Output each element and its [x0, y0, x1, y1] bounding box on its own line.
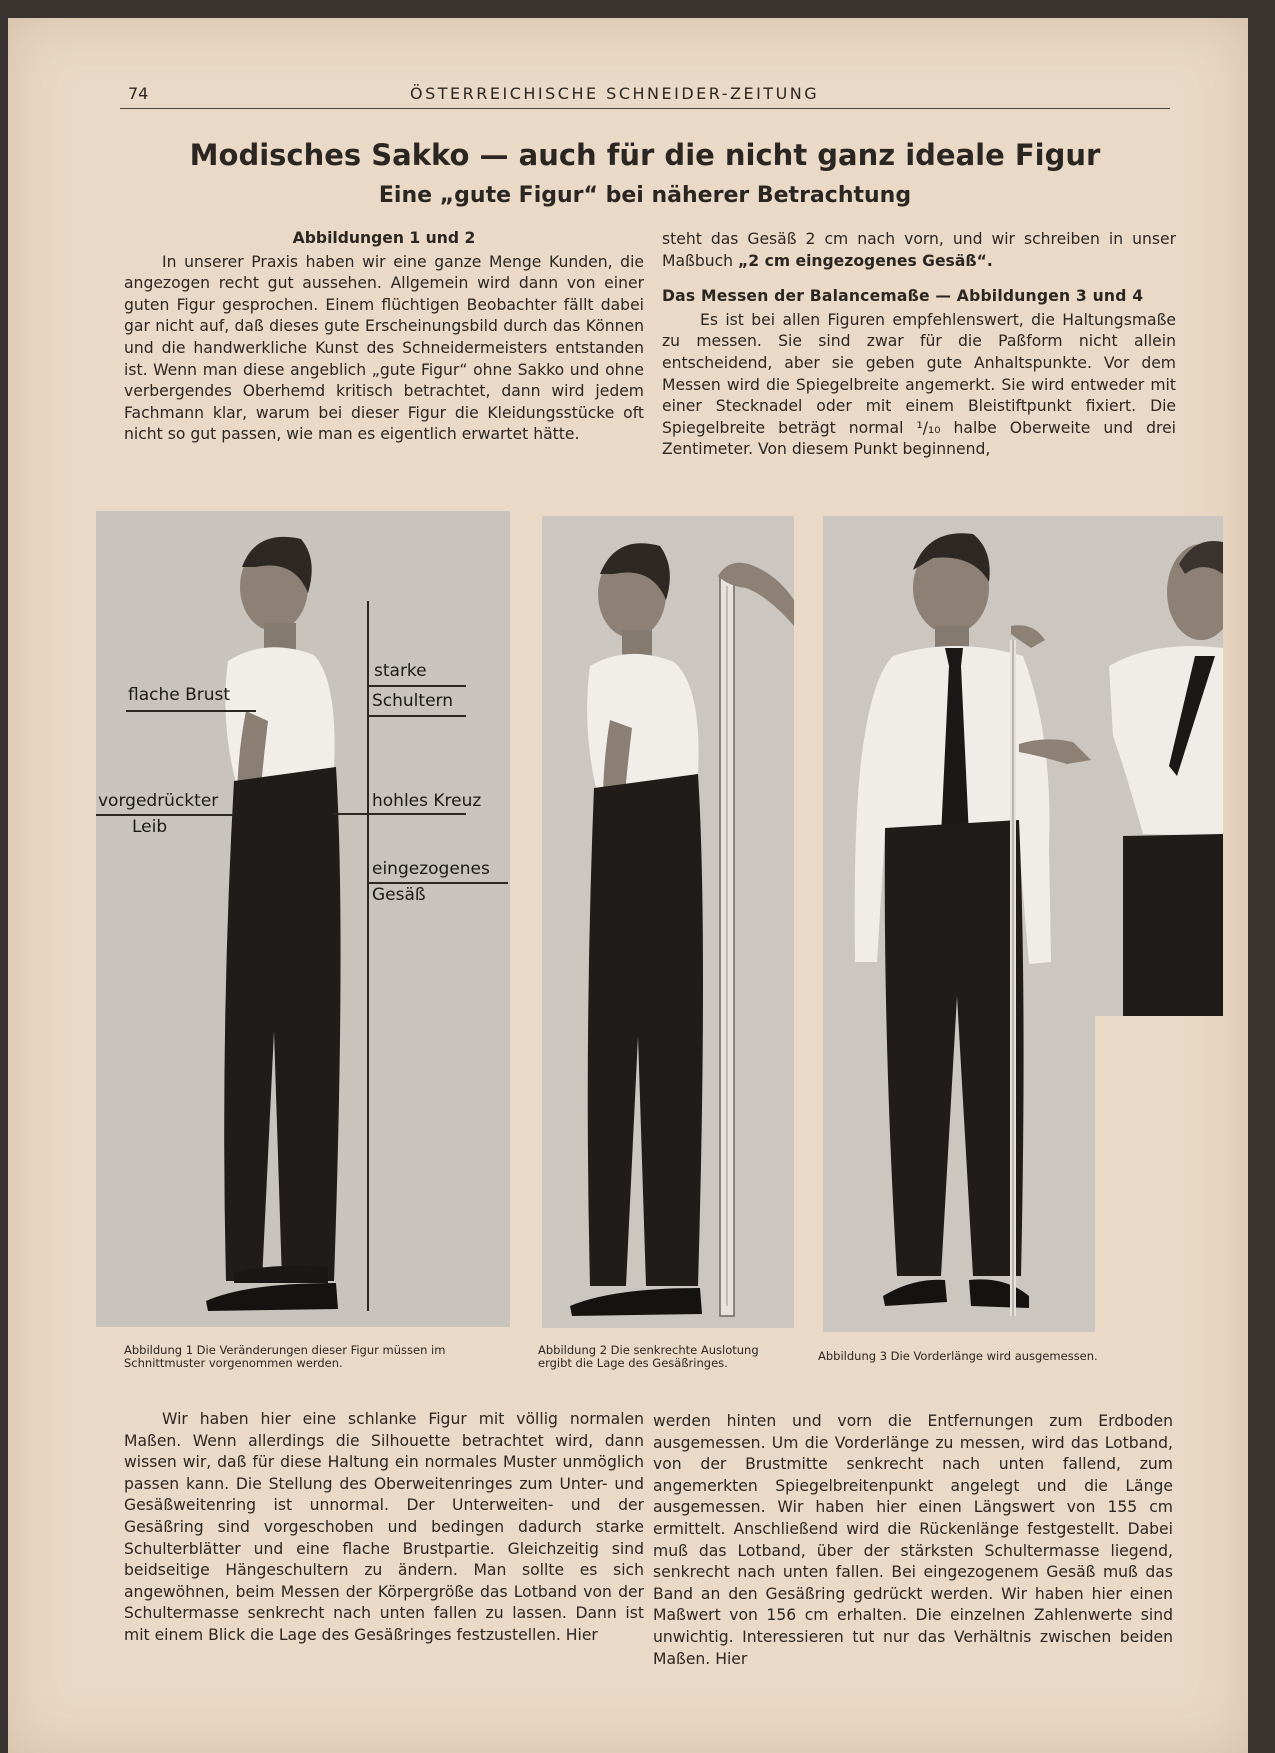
bottom-left-paragraph: Wir haben hier eine schlanke Figur mit völlig normalen Maßen. Wenn allerdings die Silhouette betrachtet wird, dann wissen wir, daß für diese Haltung ein normales Muster unmöglich passen kann. Die Stellung des Oberweitenringes zum Unter- und Gesäßweitenring ist unnormal. Der Unterweiten- und der Gesäßring sind vorgeschoben und bedingen dadurch starke Schulterblätter und eine flache Brustpartie. Gleichzeitig sind beidseitige Hängeschultern zu ändern. Man sollte es sich angewöhnen, beim Messen der Körpergröße das Lotband von der Schultermasse senkrecht nach unten fallen zu lassen. Dann ist mit einem Blick die Lage des Gesäßringes festzustellen. Hier — [124, 1410, 644, 1644]
label-schultern: Schultern — [372, 691, 453, 711]
figure-1-photo — [96, 511, 510, 1327]
mass-note: „2 cm eingezogenes Gesäß“. — [738, 251, 993, 270]
article-title: Modisches Sakko — auch für die nicht ganz ideale Figur — [189, 138, 1101, 172]
journal-title: ÖSTERREICHISCHE SCHNEIDER-ZEITUNG — [410, 84, 820, 103]
figure-3-illustration — [823, 516, 1223, 1332]
figure-1-caption: Abbildung 1 Die Veränderungen dieser Figur müssen im Schnittmuster vorgenommen werden. — [124, 1343, 446, 1370]
figure-2-caption: Abbildung 2 Die senkrechte Auslotung ergibt die Lage des Gesäßringes. — [538, 1343, 759, 1370]
page-number: 74 — [128, 84, 149, 103]
label-gesaess: Gesäß — [372, 885, 426, 905]
label-vorgedrueckter: vorgedrückter — [98, 791, 219, 811]
section-1-column — [124, 228, 644, 446]
label-hohles-kreuz: hohles Kreuz — [372, 791, 482, 811]
label-leib: Leib — [132, 817, 168, 837]
magazine-page — [8, 18, 1248, 1753]
running-head — [120, 84, 1170, 109]
article-subtitle: Eine „gute Figur“ bei näherer Betrachtung — [378, 183, 912, 208]
figure-2-photo — [542, 516, 794, 1328]
label-starke: starke — [374, 661, 427, 681]
label-flache-brust: flache Brust — [128, 685, 231, 705]
section-1-paragraph: In unserer Praxis haben wir eine ganze Menge Kunden, die angezogen recht gut aussehen. Allgemein wird dann von einer guten Figur gesprochen. Einem flüchtigen Beobachter fällt dabei gar nicht auf, daß dieses gute Erscheinungsbild durch das Können und die handwerkliche Kunst des Schneidermeisters entstanden ist. Wenn man diese angeblich „gute Figur“ ohne Sakko und ohne verbergendes Oberhemd kritisch betrachtet, dann wird jedem Fachmann klar, warum bei dieser Figur die Kleidungsstücke oft nicht so gut passen, wie man es eigentlich erwartet hätte. — [124, 252, 644, 444]
continuation-text: steht das Gesäß 2 cm nach vorn, und wir schreiben in unser Maßbuch „2 cm eingezogenes Gesäß“. — [662, 230, 1176, 270]
bottom-right-paragraph: werden hinten und vorn die Entfernungen zum Erdboden ausgemessen. Um die Vorderlänge zu messen, wird das Lotband, von der Brustmitte senkrecht nach unten fallend, zum angemerkten Spiegelbreitenpunkt angelegt und die Länge ausgemessen. Wir haben hier einen Längswert von 155 cm ermittelt. Anschließend wird die Rückenlänge festgestellt. Dabei muß das Lotband, über der stärksten Schultermasse liegend, senkrecht nach unten fallen. Bei eingezogenem Gesäß muß das Band an den Gesäßring gedrückt werden. Wir haben hier einen Maßwert von 156 cm erhalten. Die einzelnen Zahlenwerte sind unwichtig. Interessieren tut nur das Verhältnis zwischen beiden Maßen. Hier — [653, 1412, 1173, 1668]
section-1-heading: Abbildungen 1 und 2 — [292, 229, 476, 247]
figure-3-photo — [823, 516, 1223, 1332]
figure-3-caption: Abbildung 3 Die Vorderlänge wird ausgemessen. — [818, 1349, 1098, 1363]
bottom-left-column — [124, 1409, 644, 1647]
balance-heading: Das Messen der Balancemaße — Abbildungen 3 und 4 — [662, 287, 1144, 306]
figure-1-illustration — [96, 511, 510, 1327]
right-top-column — [662, 229, 1176, 461]
bottom-right-column — [653, 1411, 1173, 1670]
balance-paragraph: Es ist bei allen Figuren empfehlenswert, die Haltungsmaße zu messen. Sie sind zwar für die Paßform nicht allein entscheidend, aber sie geben gute Anhaltspunkte. Vor dem Messen wird die Spiegelbreite angemerkt. Sie wird entweder mit einer Stecknadel oder mit einem Bleistiftpunkt fixiert. Die Spiegelbreite beträgt normal ¹/₁₀ halbe Oberweite und drei Zentimeter. Von diesem Punkt beginnend, — [662, 310, 1176, 459]
label-eingezogenes: eingezogenes — [372, 859, 490, 879]
figure-2-illustration — [542, 516, 794, 1328]
